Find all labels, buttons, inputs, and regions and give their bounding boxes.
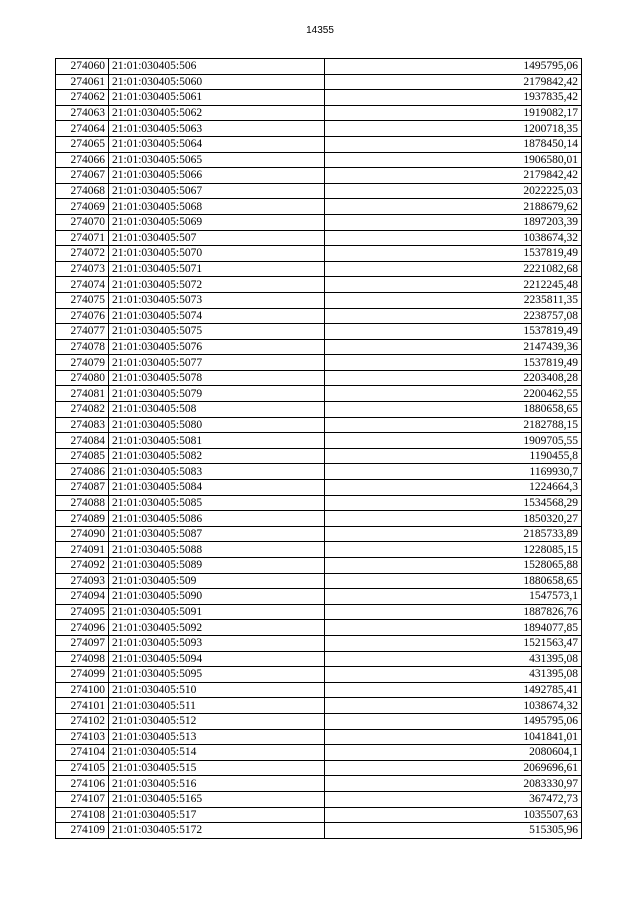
table-row [56, 558, 582, 574]
table-row [56, 136, 582, 152]
table-row [56, 573, 582, 589]
cadastral-number-cell: 21:01:030405:5090 [109, 589, 325, 605]
row-number-cell: 274082 [56, 402, 109, 418]
cadastral-number-cell: 21:01:030405:506 [109, 59, 325, 75]
table-row [56, 745, 582, 761]
row-number-cell: 274093 [56, 573, 109, 589]
table-row [56, 199, 582, 215]
cadastral-number-cell: 21:01:030405:5165 [109, 791, 325, 807]
cadastral-number-cell: 21:01:030405:5091 [109, 604, 325, 620]
table-row [56, 355, 582, 371]
value-cell: 1495795,06 [325, 59, 582, 75]
value-cell: 515305,96 [325, 823, 582, 839]
table-row [56, 667, 582, 683]
cadastral-number-cell: 21:01:030405:514 [109, 745, 325, 761]
cadastral-number-cell: 21:01:030405:517 [109, 807, 325, 823]
row-number-cell: 274081 [56, 386, 109, 402]
cadastral-number-cell: 21:01:030405:5074 [109, 308, 325, 324]
table-row [56, 105, 582, 121]
value-cell: 2182788,15 [325, 417, 582, 433]
table-row [56, 433, 582, 449]
table-row [56, 729, 582, 745]
value-cell: 1887826,76 [325, 604, 582, 620]
value-cell: 367472,73 [325, 791, 582, 807]
table-row [56, 152, 582, 168]
cadastral-number-cell: 21:01:030405:5069 [109, 214, 325, 230]
value-cell: 1880658,65 [325, 573, 582, 589]
value-cell: 1190455,8 [325, 448, 582, 464]
cadastral-number-cell: 21:01:030405:515 [109, 760, 325, 776]
value-cell: 1937835,42 [325, 90, 582, 106]
row-number-cell: 274103 [56, 729, 109, 745]
table-row [56, 324, 582, 340]
cadastral-number-cell: 21:01:030405:5060 [109, 74, 325, 90]
row-number-cell: 274108 [56, 807, 109, 823]
table-row [56, 635, 582, 651]
row-number-cell: 274101 [56, 698, 109, 714]
table-row [56, 620, 582, 636]
value-cell: 2203408,28 [325, 370, 582, 386]
row-number-cell: 274107 [56, 791, 109, 807]
value-cell: 1492785,41 [325, 682, 582, 698]
row-number-cell: 274067 [56, 168, 109, 184]
cadastral-number-cell: 21:01:030405:5070 [109, 246, 325, 262]
table-row [56, 308, 582, 324]
row-number-cell: 274062 [56, 90, 109, 106]
row-number-cell: 274088 [56, 495, 109, 511]
table-row [56, 246, 582, 262]
cadastral-number-cell: 21:01:030405:5080 [109, 417, 325, 433]
row-number-cell: 274087 [56, 480, 109, 496]
cadastral-number-cell: 21:01:030405:5061 [109, 90, 325, 106]
row-number-cell: 274080 [56, 370, 109, 386]
cadastral-number-cell: 21:01:030405:5095 [109, 667, 325, 683]
row-number-cell: 274102 [56, 713, 109, 729]
row-number-cell: 274065 [56, 136, 109, 152]
cadastral-number-cell: 21:01:030405:5086 [109, 511, 325, 527]
value-cell: 2069696,61 [325, 760, 582, 776]
value-cell: 1537819,49 [325, 324, 582, 340]
cadastral-number-cell: 21:01:030405:5072 [109, 277, 325, 293]
cadastral-number-cell: 21:01:030405:5078 [109, 370, 325, 386]
table-row [56, 760, 582, 776]
cadastral-value-table [55, 58, 582, 839]
cadastral-number-cell: 21:01:030405:5087 [109, 526, 325, 542]
cadastral-number-cell: 21:01:030405:5088 [109, 542, 325, 558]
value-cell: 1537819,49 [325, 246, 582, 262]
row-number-cell: 274076 [56, 308, 109, 324]
table-row [56, 526, 582, 542]
cadastral-number-cell: 21:01:030405:507 [109, 230, 325, 246]
cadastral-number-cell: 21:01:030405:5066 [109, 168, 325, 184]
value-cell: 2179842,42 [325, 74, 582, 90]
row-number-cell: 274060 [56, 59, 109, 75]
value-cell: 1038674,32 [325, 230, 582, 246]
row-number-cell: 274070 [56, 214, 109, 230]
row-number-cell: 274091 [56, 542, 109, 558]
value-cell: 2235811,35 [325, 292, 582, 308]
table-row [56, 698, 582, 714]
value-cell: 2238757,08 [325, 308, 582, 324]
value-cell: 1919082,17 [325, 105, 582, 121]
cadastral-number-cell: 21:01:030405:5092 [109, 620, 325, 636]
row-number-cell: 274066 [56, 152, 109, 168]
cadastral-number-cell: 21:01:030405:512 [109, 713, 325, 729]
row-number-cell: 274100 [56, 682, 109, 698]
value-cell: 1909705,55 [325, 433, 582, 449]
cadastral-number-cell: 21:01:030405:5073 [109, 292, 325, 308]
cadastral-number-cell: 21:01:030405:5172 [109, 823, 325, 839]
row-number-cell: 274085 [56, 448, 109, 464]
table-row [56, 589, 582, 605]
cadastral-number-cell: 21:01:030405:516 [109, 776, 325, 792]
cadastral-number-cell: 21:01:030405:513 [109, 729, 325, 745]
value-cell: 1880658,65 [325, 402, 582, 418]
table-row [56, 59, 582, 75]
value-cell: 2179842,42 [325, 168, 582, 184]
table-row [56, 230, 582, 246]
row-number-cell: 274086 [56, 464, 109, 480]
value-cell: 1528065,88 [325, 558, 582, 574]
row-number-cell: 274109 [56, 823, 109, 839]
cadastral-number-cell: 21:01:030405:5064 [109, 136, 325, 152]
value-cell: 431395,08 [325, 651, 582, 667]
value-cell: 2188679,62 [325, 199, 582, 215]
row-number-cell: 274084 [56, 433, 109, 449]
table-row [56, 121, 582, 137]
value-cell: 1894077,85 [325, 620, 582, 636]
value-cell: 1041841,01 [325, 729, 582, 745]
value-cell: 2221082,68 [325, 261, 582, 277]
table-row [56, 682, 582, 698]
value-cell: 1224664,3 [325, 480, 582, 496]
row-number-cell: 274078 [56, 339, 109, 355]
table-row [56, 807, 582, 823]
cadastral-number-cell: 21:01:030405:5071 [109, 261, 325, 277]
row-number-cell: 274089 [56, 511, 109, 527]
cadastral-number-cell: 21:01:030405:5093 [109, 635, 325, 651]
cadastral-number-cell: 21:01:030405:5094 [109, 651, 325, 667]
table-row [56, 74, 582, 90]
table-row [56, 402, 582, 418]
cadastral-number-cell: 21:01:030405:5081 [109, 433, 325, 449]
row-number-cell: 274083 [56, 417, 109, 433]
row-number-cell: 274061 [56, 74, 109, 90]
table-body [56, 59, 582, 839]
table-row [56, 261, 582, 277]
value-cell: 2022225,03 [325, 183, 582, 199]
row-number-cell: 274075 [56, 292, 109, 308]
cadastral-number-cell: 21:01:030405:5075 [109, 324, 325, 340]
row-number-cell: 274071 [56, 230, 109, 246]
row-number-cell: 274094 [56, 589, 109, 605]
table-row [56, 604, 582, 620]
value-cell: 1495795,06 [325, 713, 582, 729]
cadastral-number-cell: 21:01:030405:510 [109, 682, 325, 698]
table-row [56, 823, 582, 839]
table-row [56, 776, 582, 792]
table-row [56, 214, 582, 230]
cadastral-number-cell: 21:01:030405:509 [109, 573, 325, 589]
cadastral-number-cell: 21:01:030405:5085 [109, 495, 325, 511]
value-cell: 1534568,29 [325, 495, 582, 511]
value-cell: 1228085,15 [325, 542, 582, 558]
cadastral-number-cell: 21:01:030405:5079 [109, 386, 325, 402]
table-row [56, 417, 582, 433]
table-row [56, 511, 582, 527]
value-cell: 431395,08 [325, 667, 582, 683]
table-row [56, 183, 582, 199]
row-number-cell: 274077 [56, 324, 109, 340]
value-cell: 1038674,32 [325, 698, 582, 714]
table-row [56, 370, 582, 386]
cadastral-number-cell: 21:01:030405:511 [109, 698, 325, 714]
cadastral-number-cell: 21:01:030405:5084 [109, 480, 325, 496]
row-number-cell: 274097 [56, 635, 109, 651]
row-number-cell: 274073 [56, 261, 109, 277]
cadastral-number-cell: 21:01:030405:5065 [109, 152, 325, 168]
value-cell: 1897203,39 [325, 214, 582, 230]
value-cell: 2080604,1 [325, 745, 582, 761]
cadastral-number-cell: 21:01:030405:5076 [109, 339, 325, 355]
row-number-cell: 274090 [56, 526, 109, 542]
row-number-cell: 274072 [56, 246, 109, 262]
row-number-cell: 274105 [56, 760, 109, 776]
table-row [56, 168, 582, 184]
row-number-cell: 274096 [56, 620, 109, 636]
row-number-cell: 274098 [56, 651, 109, 667]
table-row [56, 448, 582, 464]
row-number-cell: 274106 [56, 776, 109, 792]
table-row [56, 277, 582, 293]
cadastral-number-cell: 21:01:030405:5063 [109, 121, 325, 137]
table-row [56, 292, 582, 308]
value-cell: 1850320,27 [325, 511, 582, 527]
row-number-cell: 274069 [56, 199, 109, 215]
value-cell: 1169930,7 [325, 464, 582, 480]
value-cell: 2212245,48 [325, 277, 582, 293]
table-row [56, 464, 582, 480]
row-number-cell: 274095 [56, 604, 109, 620]
cadastral-number-cell: 21:01:030405:5077 [109, 355, 325, 371]
table-row [56, 90, 582, 106]
value-cell: 1035507,63 [325, 807, 582, 823]
value-cell: 2147439,36 [325, 339, 582, 355]
table-row [56, 791, 582, 807]
row-number-cell: 274099 [56, 667, 109, 683]
cadastral-number-cell: 21:01:030405:5082 [109, 448, 325, 464]
row-number-cell: 274074 [56, 277, 109, 293]
row-number-cell: 274104 [56, 745, 109, 761]
value-cell: 1878450,14 [325, 136, 582, 152]
value-cell: 1906580,01 [325, 152, 582, 168]
value-cell: 2200462,55 [325, 386, 582, 402]
value-cell: 1547573,1 [325, 589, 582, 605]
cadastral-number-cell: 21:01:030405:5062 [109, 105, 325, 121]
table-row [56, 651, 582, 667]
table-row [56, 713, 582, 729]
page-number: 14355 [306, 25, 334, 36]
row-number-cell: 274063 [56, 105, 109, 121]
value-cell: 2185733,89 [325, 526, 582, 542]
table-row [56, 386, 582, 402]
cadastral-number-cell: 21:01:030405:5067 [109, 183, 325, 199]
table-row [56, 480, 582, 496]
table-row [56, 495, 582, 511]
row-number-cell: 274064 [56, 121, 109, 137]
cadastral-number-cell: 21:01:030405:508 [109, 402, 325, 418]
table-row [56, 339, 582, 355]
value-cell: 1521563,47 [325, 635, 582, 651]
row-number-cell: 274068 [56, 183, 109, 199]
row-number-cell: 274079 [56, 355, 109, 371]
value-cell: 1200718,35 [325, 121, 582, 137]
cadastral-number-cell: 21:01:030405:5068 [109, 199, 325, 215]
value-cell: 1537819,49 [325, 355, 582, 371]
table-row [56, 542, 582, 558]
cadastral-number-cell: 21:01:030405:5089 [109, 558, 325, 574]
row-number-cell: 274092 [56, 558, 109, 574]
value-cell: 2083330,97 [325, 776, 582, 792]
cadastral-number-cell: 21:01:030405:5083 [109, 464, 325, 480]
